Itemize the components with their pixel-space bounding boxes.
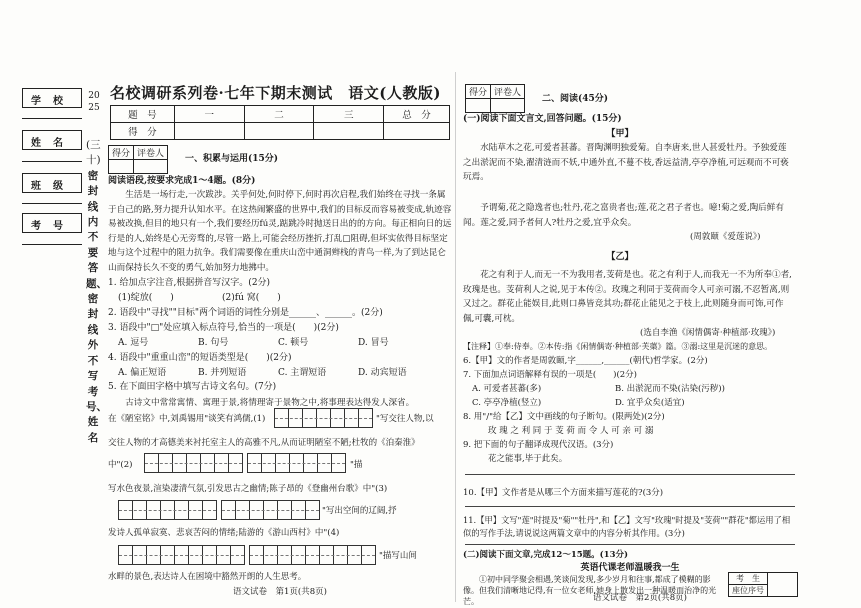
question-11: 11.【甲】文写"莲"时提及"菊""牡丹",和【乙】文写"玫瑰"时提及"芰荷""群花"都运用了相似的写作手法,请说说这两篇文章中的内容分析其作用。(3分): [463, 515, 791, 538]
exam-number-line: [22, 244, 82, 245]
article-title: 英语代课老师温暖我一生: [580, 563, 680, 573]
q5-line-5-suffix: "写出空间的辽阔,抒: [322, 506, 397, 516]
section-1-heading: 一、积累与运用(15分): [185, 154, 279, 164]
score-cell[interactable]: [174, 123, 244, 140]
q10-answer-line[interactable]: [465, 506, 795, 507]
grader-cell[interactable]: [491, 99, 525, 113]
q5-line-2: 交往人物的才高德美来衬托室主人的高雅不凡,从而证明陋室不陋;杜牧的《泊秦淮》: [108, 438, 420, 448]
class-line: [22, 203, 82, 204]
article-paragraph-1: ①初中同学聚会相遇,笑谈间发现,多少岁月和往事,都成了模糊的影像。但我们清晰地记得,有一位女老师,她身上散发出一种温暖而治净的光芒。: [463, 575, 717, 606]
q5-grid-4b[interactable]: [249, 545, 376, 565]
score-table-header-2: 二: [244, 106, 314, 123]
seal-line-notice: [86, 138, 107, 446]
grader-cell[interactable]: [466, 99, 491, 113]
q5-grid-1[interactable]: [274, 408, 373, 428]
question-8: 8. 用"/"给【乙】文中画线的句子断句。(限两处)(2分): [463, 412, 665, 422]
q4-option-c[interactable]: C. 主谓短语: [278, 368, 327, 378]
question-6: 6.【甲】文的作者是周敦颐,字______,______(朝代)哲学家。(2分): [463, 356, 708, 366]
right-page-footer: 语文试卷 第2页(共8页): [593, 593, 687, 603]
q7-option-b[interactable]: B. 出淤泥而不染(沾染(污秽)): [615, 384, 725, 394]
question-5: 5. 在下面田字格中填写古诗文名句。(7分): [108, 382, 277, 392]
passage-yi-label: 【乙】: [606, 252, 634, 262]
q5-line-1-suffix: "写交往人物,以: [376, 414, 434, 424]
page-fold: [455, 72, 456, 602]
q5-grid-2b[interactable]: [247, 453, 346, 473]
q5-grid-3b[interactable]: [221, 500, 320, 520]
question-1: 1. 给加点字注音,根据拼音写汉字。(2分): [108, 278, 271, 288]
q5-grid-3a[interactable]: [118, 500, 217, 520]
q5-line-3-suffix: "描: [350, 460, 363, 470]
passage-yi-source: (选自李渔《闲情偶寄·种植部·玫瑰》): [640, 328, 776, 338]
q7-option-a[interactable]: A. 可爱者甚蕃(多): [472, 384, 542, 394]
q9-sentence: 花之能事,毕于此矣。: [488, 454, 568, 464]
score-table-header-1: 一: [174, 106, 244, 123]
seal-line-text: 密封线内不要答题、密封线外不写考号、姓名: [86, 169, 107, 444]
q3-option-b[interactable]: B. 句号: [198, 338, 229, 348]
q5-line-4: 写水色夜景,渲染凄清气氛,引发思古之幽情;陈子昂的《登幽州台歌》中"(3): [108, 484, 388, 494]
grader-cell[interactable]: [109, 160, 134, 174]
exam-number-label-box: [22, 213, 82, 233]
name-label: 姓 名: [31, 138, 64, 149]
school-label-box: [22, 88, 82, 108]
score-cell[interactable]: [384, 123, 450, 140]
class-label: 班 级: [31, 181, 64, 192]
section-2-heading: 二、阅读(45分): [542, 94, 609, 104]
passage-jia-p1: 水陆草木之花,可爱者甚蕃。晋陶渊明独爱菊。自李唐来,世人甚爱牡丹。予独爱莲之出淤泥而不染,濯清涟而不妖,中通外直,不蔓不枝,香远益清,亭亭净植,可远观而不可亵玩焉。: [463, 143, 789, 183]
q4-option-a[interactable]: A. 偏正短语: [118, 368, 167, 378]
q5-line-1-prefix: 在《陋室铭》中,刘禹锡用"谈笑有鸿儒,(1): [108, 414, 266, 424]
grader-label-reviewer: 评卷人: [134, 146, 168, 160]
grader-table-right: [465, 84, 525, 113]
q3-option-a[interactable]: A. 逗号: [118, 338, 149, 348]
q5-line-3-prefix: 中"(2): [108, 460, 133, 470]
q4-option-d[interactable]: D. 动宾短语: [358, 368, 407, 378]
grader-cell[interactable]: [134, 160, 168, 174]
annotations: 【注释】①奉:侍奉。②本传:指《闲情偶寄·种植部·芙蕖》篇。③溺:这里是沉迷的意思。: [463, 342, 773, 351]
passage-yi-p1: 花之有利于人,而无一不为我用者,芰荷是也。花之有利于人,而我无一不为所奉①者,玫瑰是也。芰荷利人之说,见于本传②。玫瑰之利同于芰荷而令人可亲可溺,不忍暂离,则又过之。群花止能娱目,此则口鼻皆竞其功;群花止能见之于枝上,此则随身而可饰,可作佩,可囊,可枕。: [463, 270, 792, 324]
q5-grid-2a[interactable]: [144, 453, 243, 473]
passage-paragraph: 生活是一场行走,一次跋涉。关乎何处,何时停下,何时再次启程,我们始终在寻找一条属于自己的路,努力提升认知水平。在这热闹繁盛的世界中,我们的目标反而容易被变成,轨迹容易被改换,但目的地只有一个,我们要经历fú灵,踮跳冷时抛送日出的的方向。每正相向日的远行是的人,始终是心无旁骛的,尽管一路上,可能会经历挫折,打乱□阻碍,但坏实依得目标坚定地与这个过程中的阻力抗争。我们需要像在重庆山峦中通洞辫栈的青鸟一样,为了到达昆仑山而保持长久不变的勇气,始加努力地拂中。: [108, 190, 452, 273]
q7-option-d[interactable]: D. 宜乎众矣(适宜): [615, 398, 685, 408]
score-table-header-0: 题 号: [111, 106, 175, 123]
q5-line-7-suffix: "描写山间: [379, 551, 417, 561]
score-table-header-3: 三: [314, 106, 384, 123]
passage-jia-source: (周敦颐《爱莲说》): [690, 232, 761, 242]
year-vertical: 2025: [88, 91, 100, 113]
exam-seat-cell[interactable]: [768, 573, 798, 597]
question-1-item-1: (1)绽放( ): [118, 293, 174, 303]
name-line: [22, 161, 82, 162]
exam-number-label: 考 号: [31, 221, 64, 232]
question-3: 3. 语段中"□"处应填入标点符号,恰当的一项是( )(2分): [108, 323, 339, 333]
grader-label-score: 得分: [109, 146, 134, 160]
question-9: 9. 把下面的句子翻译成现代汉语。(3分): [463, 440, 614, 450]
grader-label-score: 得分: [466, 85, 491, 99]
school-label: 学 校: [31, 96, 64, 107]
question-7: 7. 下面加点词语解释有误的一项是( )(2分): [463, 370, 637, 380]
modern-reading-heading: (二)阅读下面文章,完成12～15题。(13分): [463, 550, 629, 560]
q5-line-6: 发诗人孤单寂寞、悲哀苦闷的情绪;陆游的《游山西村》中"(4): [108, 528, 340, 538]
q5-grid-4a[interactable]: [118, 545, 245, 565]
exam-seat-label-1: 考 生: [729, 573, 768, 585]
score-cell[interactable]: [314, 123, 384, 140]
question-1-item-2: (2)fú 窝( ): [222, 293, 281, 303]
question-10: 10.【甲】文作者是从哪三个方面来描写莲花的?(3分): [463, 488, 664, 498]
score-table-row-label: 得 分: [111, 123, 175, 140]
exam-seat-label-2: 座位序号: [729, 585, 768, 597]
passage-jia-label: 【甲】: [606, 129, 634, 139]
score-table-header-4: 总 分: [384, 106, 450, 123]
series-label: (三十): [86, 139, 101, 167]
school-line: [22, 118, 82, 119]
exam-title: 名校调研系列卷·七年下期末测试 语文(人教版): [110, 84, 441, 102]
score-table: [110, 105, 450, 140]
reading-intro: 阅读语段,按要求完成1～4题。(8分): [108, 176, 256, 186]
q5-line-8: 水畔的景色,表达诗人在困境中豁然开朗的人生思考。: [108, 572, 307, 582]
question-4: 4. 语段中"重重山峦"的短语类型是( )(2分): [108, 353, 292, 363]
exam-seat-box: [728, 572, 798, 597]
q3-option-d[interactable]: D. 冒号: [358, 338, 389, 348]
q5-intro-text: 古诗文中常常寓情、寓理于景,将情理寄于景物之中,将事理表达得发人深省。: [125, 398, 415, 408]
q7-option-c[interactable]: C. 亭亭净植(竖立): [472, 398, 542, 408]
q3-option-c[interactable]: C. 顿号: [278, 338, 309, 348]
question-2: 2. 语段中"寻找""目标"两个词语的词性分别是______、______。(2分): [108, 308, 383, 318]
q8-sentence: 玫 瑰 之 利 同 于 芰 荷 而 令 人 可 亲 可 溺: [488, 426, 654, 436]
name-label-box: [22, 130, 82, 150]
q9-answer-line[interactable]: [465, 474, 795, 475]
score-cell[interactable]: [244, 123, 314, 140]
passage-jia-p2: 予谓菊,花之隐逸者也;牡丹,花之富贵者也;莲,花之君子者也。噫!菊之爱,陶后鲜有闻。莲之爱,同予者何人?牡丹之爱,宜乎众矣。: [463, 203, 784, 228]
q4-option-b[interactable]: B. 并列短语: [198, 368, 247, 378]
q11-answer-line[interactable]: [465, 544, 795, 545]
left-page-footer: 语文试卷 第1页(共8页): [233, 587, 327, 597]
grader-table-left: [108, 145, 168, 174]
grader-label-reviewer: 评卷人: [491, 85, 525, 99]
class-label-box: [22, 173, 82, 193]
classical-reading-heading: (一)阅读下面文言文,回答问题。(15分): [463, 114, 622, 124]
